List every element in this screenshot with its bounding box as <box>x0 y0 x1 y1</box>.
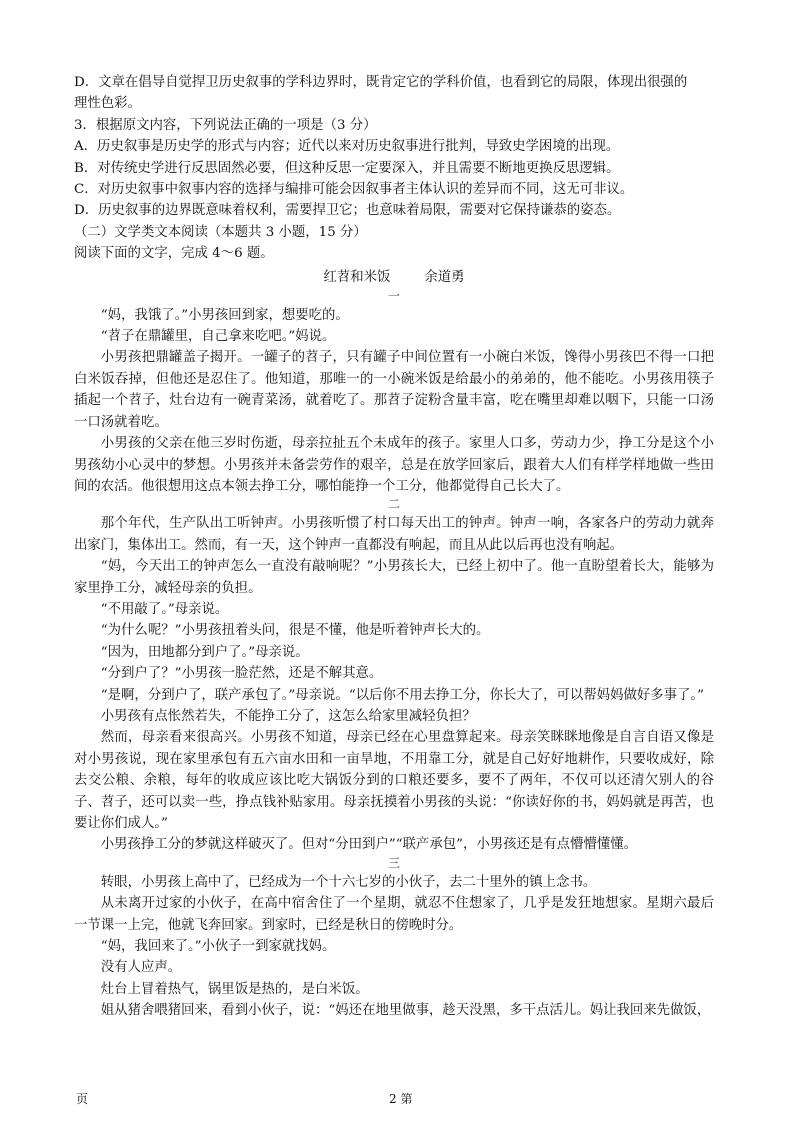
question-3-option-a: A．历史叙事是历史学的形式与内容；近代以来对历史叙事进行批判，导致史学困境的出现。 <box>74 139 620 155</box>
part-one-mark <box>74 289 714 303</box>
question-3: 3．根据原文内容，下列说法正确的一项是（3 分） <box>74 117 377 133</box>
part-three-label: 三 <box>387 855 400 870</box>
part-three-mark <box>74 856 714 870</box>
part-two-label: 二 <box>387 497 400 512</box>
document-page <box>74 72 714 1022</box>
paragraph: “分到户了？”小男孩一脸茫然，还是不解其意。 <box>100 666 383 682</box>
paragraph: 姐从猪舍喂猪回来，看到小伙子，说：“妈还在地里做事，趁天没黑，多干点活儿。妈让我回来先做饭， <box>100 1003 711 1019</box>
paragraph: “不用敲了。”母亲说。 <box>100 601 229 617</box>
paragraph: 灶台上冒着热气，锅里饭是热的，是白米饭。 <box>100 981 369 997</box>
paragraph: 没有人应声。 <box>100 960 182 976</box>
story-author: 余道勇 <box>424 269 465 285</box>
story-title: 红苕和米饭 <box>323 269 391 285</box>
paragraph: “是啊，分到户了，联产承包了。”母亲说。“以后你不用去挣工分，你长大了，可以帮妈妈做好多事了。” <box>100 687 704 703</box>
paragraph: 然而，母亲看来很高兴。小男孩不知道，母亲已经在心里盘算起来。母亲笑眯眯地像是自言自语又像是对小男孩说，现在家里承包有五六亩水田和一亩旱地，不用靠工分，就是自己好好地耕作，只要收成好，除去交公粮、余粮，每年的收成应该比吃大锅饭分到的口粮还要多，要不了两年，不仅可以还清欠别人的谷子、苕子，还可以卖一些，挣点钱补贴家用。母亲抚摸着小男孩的头说：“你读好你的书，妈妈就是再苦，也要让你们成人。” <box>74 730 714 831</box>
part-one-label: 一 <box>387 288 400 303</box>
paragraph: “妈，今天出工的钟声怎么一直没有敲响呢？”小男孩长大，已经上初中了。他一直盼望着长大，能够为家里挣工分，减轻母亲的负担。 <box>74 559 714 596</box>
question-3-option-c: C．对历史叙事中叙事内容的选择与编排可能会因叙事者主体认识的差异而不同，这无可非议。 <box>74 182 634 198</box>
paragraph: 那个年代，生产队出工听钟声。小男孩听惯了村口每天出工的钟声。钟声一响，各家各户的劳动力就奔出家门，集体出工。然而，有一天，这个钟声一直都没有响起，而且从此以后再也没有响起。 <box>74 516 714 553</box>
paragraph: 小男孩挣工分的梦就这样破灭了。但对“分田到户”“联产承包”，小男孩还是有点懵懵懂懂。 <box>100 837 638 853</box>
option-d-line2: 理性色彩。 <box>74 96 141 112</box>
paragraph: “妈，我回来了。”小伙子一到家就找妈。 <box>100 939 336 955</box>
paragraph: 小男孩的父亲在他三岁时伤逝，母亲拉扯五个未成年的孩子。家里人口多，劳动力少，挣工分是这个小男孩幼小心灵中的梦想。小男孩并未备尝劳作的艰辛，总是在放学回家后，跟着大人们有样学样地做一些田间的农活。他很想用这点本领去挣工分，哪怕能挣一个工分，他都觉得自己长大了。 <box>74 436 714 494</box>
reading-instruction: 阅读下面的文字，完成 4～6 题。 <box>74 246 274 262</box>
paragraph: 从未离开过家的小伙子，在高中宿舍住了一个星期，就忍不住想家了，几乎是发狂地想家。星期六最后一节课一上完，他就飞奔回家。到家时，已经是秋日的傍晚时分。 <box>74 896 714 933</box>
question-3-option-b: B．对传统史学进行反思固然必要，但这种反思一定要深入，并且需要不断地更换反思逻辑。 <box>74 160 620 176</box>
footer-left: 页 <box>76 1092 89 1106</box>
section-heading: （二）文学类文本阅读（本题共 3 小题，15 分） <box>74 224 367 240</box>
paragraph: 转眼，小男孩上高中了，已经成为一个十六七岁的小伙子，去二十里外的镇上念书。 <box>100 874 597 890</box>
paragraph: “苕子在鼎罐里，自己拿来吃吧。”妈说。 <box>100 329 336 345</box>
paragraph: “为什么呢？”小男孩扭着头问，很是不懂，他是听着钟声长大的。 <box>100 623 490 639</box>
paragraph: 小男孩有点怅然若失，不能挣工分了，这怎么给家里减轻负担？ <box>100 708 476 724</box>
paragraph: “因为，田地都分到户了。”母亲说。 <box>100 644 309 660</box>
story-title-row <box>74 267 714 289</box>
question-3-option-d: D．历史叙事的边界既意味着权利，需要捍卫它；也意味着局限，需要对它保持谦恭的姿态。 <box>74 203 621 219</box>
page-number: 2 第 <box>389 1092 413 1106</box>
option-d-line1: D．文章在倡导自觉捍卫历史叙事的学科边界时，既肯定它的学科价值，也看到它的局限，体现出很强的 <box>74 75 688 90</box>
paragraph: 小男孩把鼎罐盖子揭开。一罐子的苕子，只有罐子中间位置有一小碗白米饭，馋得小男孩巴不得一口把白米饭吞掉，但他还是忍住了。他知道，那唯一的一小碗米饭是给最小的弟弟的，他不能吃。小男孩用筷子插起一个苕子，灶台边有一碗青菜汤，就着吃了。那苕子淀粉含量丰富，吃在嘴里却难以咽下，只能一口汤一口汤就着吃。 <box>74 350 714 430</box>
part-two-mark <box>74 497 714 511</box>
paragraph: “妈，我饿了。”小男孩回到家，想要吃的。 <box>100 307 349 323</box>
